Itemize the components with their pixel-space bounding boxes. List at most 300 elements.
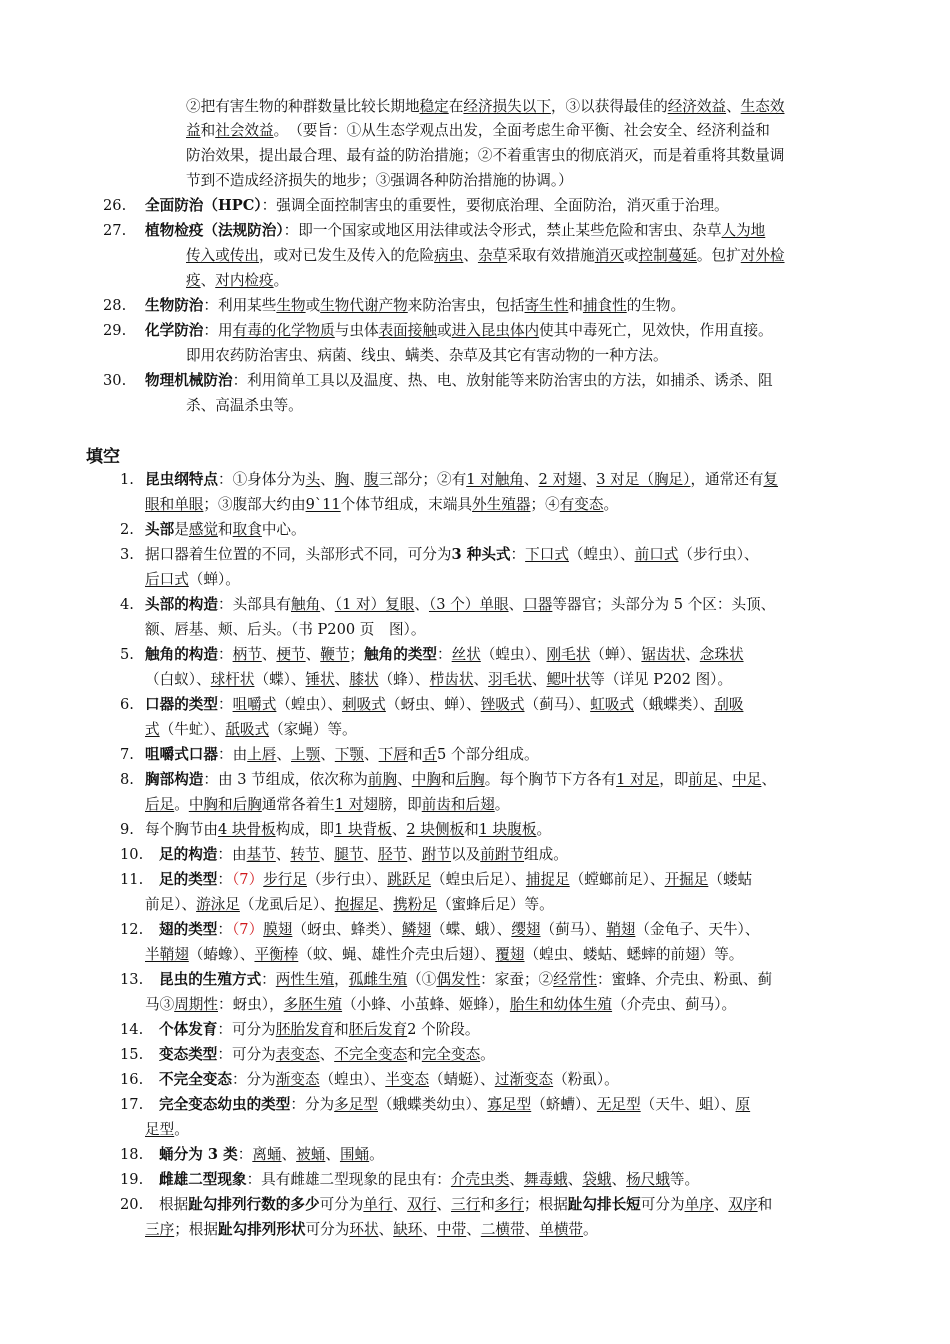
text-run: （蝶）、 [254, 671, 306, 688]
text-run: ：利用某些 [203, 297, 277, 314]
text-run: 和 [200, 122, 216, 139]
answer-blank: 完全变态 [421, 1046, 481, 1063]
text-run: 、 [320, 471, 335, 488]
text-run: ，或对已发生及传入的危险 [258, 247, 435, 264]
text-run: （蝗虫、蝼蛄、蟋蟀的前翅）等。 [524, 946, 744, 963]
text-line [145, 995, 736, 1015]
list-number: 18. [120, 1146, 144, 1163]
list-number: 16. [120, 1071, 144, 1088]
text-run: 前足）、 [145, 896, 197, 913]
text-run: ， [334, 971, 349, 988]
text-run: 、 [567, 1171, 583, 1188]
answer-blank: 半鞘翅 [145, 946, 189, 963]
answer-blank: 转节 [290, 846, 320, 863]
answer-blank: 1 块背板 [334, 821, 392, 838]
answer-blank: 上唇 [247, 746, 277, 763]
answer-blank: 二横带 [480, 1221, 525, 1238]
answer-blank: 膜翅 [263, 921, 293, 938]
text-run: 使其中毒死亡，见效快，作用直接。 [539, 322, 773, 339]
answer-blank: 单序 [684, 1196, 714, 1213]
text-run: 。包扩 [696, 247, 741, 264]
answer-blank: 杨尺蛾 [626, 1171, 670, 1188]
list-number: 12. [120, 921, 144, 938]
answer-blank: 膝状 [349, 671, 379, 688]
answer-blank: 后口式 [145, 571, 189, 588]
list-number: 1. [120, 471, 134, 488]
text-run: ；根据 [174, 1221, 218, 1238]
text-run: ：头部具有 [217, 596, 291, 613]
text-run: ： [510, 546, 526, 563]
term-label: 蛹分为 3 类 [159, 1146, 238, 1163]
answer-blank: 经常性 [553, 971, 597, 988]
text-run: ：分为 [290, 1096, 335, 1113]
text-line [145, 820, 551, 840]
answer-blank: 寄生性 [524, 297, 569, 314]
text-run: （蝗虫）、 [319, 1071, 386, 1088]
text-line [159, 1020, 479, 1040]
text-run: （蝉）。 [188, 571, 240, 588]
term-label: 趾勾排列行数的多少 [188, 1196, 320, 1213]
list-number: 10. [120, 846, 144, 863]
term-label: 完全变态幼虫的类型 [159, 1096, 291, 1113]
answer-blank: 袋蛾 [582, 1171, 612, 1188]
text-run: （蝗虫）、 [276, 696, 343, 713]
text-line [145, 1220, 598, 1240]
answer-blank: 眼和单眼 [145, 496, 204, 513]
term-label: 头部 [145, 521, 175, 538]
text-line [145, 470, 778, 490]
text-run: 、 [523, 471, 539, 488]
answer-blank: 步行足 [263, 871, 307, 888]
text-run: 和 [407, 1046, 422, 1063]
text-run: 、 [261, 646, 277, 663]
list-number: 11. [120, 871, 144, 888]
text-line [145, 745, 539, 765]
text-line [186, 346, 668, 366]
answer-blank: 环状 [349, 1221, 379, 1238]
text-run: ： [217, 871, 232, 888]
text-run: 在 [448, 98, 464, 115]
text-run: 、 [275, 846, 291, 863]
text-run: ： [261, 971, 276, 988]
text-run: 、 [466, 1221, 481, 1238]
answer-blank: 锉吸式 [480, 696, 525, 713]
answer-blank: 虹吸式 [590, 696, 634, 713]
answer-blank: 有变态 [559, 496, 604, 513]
term-label: 足的构造 [159, 846, 218, 863]
text-run: 额、唇基、颊、后头。（书 P200 页 图）。 [145, 621, 426, 638]
text-run: （小蜂、小茧蜂、姬蜂）， [342, 996, 510, 1013]
text-line [159, 1095, 750, 1115]
text-run: （步行虫）、 [678, 546, 759, 563]
text-run: （蜻蜓）、 [429, 1071, 495, 1088]
text-run: 个体节组成，末端具 [340, 496, 473, 513]
answer-blank: 多足型 [334, 1096, 378, 1113]
list-number: 27. [103, 222, 127, 239]
answer-blank: 柄节 [232, 646, 262, 663]
answer-blank: 缨翅 [511, 921, 541, 938]
text-run: 构成，即 [275, 821, 335, 838]
text-run: （蝽蟓）、 [188, 946, 255, 963]
answer-blank: 围蛹 [339, 1146, 370, 1163]
term-label: 触角的构造 [145, 646, 218, 663]
answer-blank: 后足 [145, 796, 175, 813]
answer-blank: 胎生和幼体生殖 [509, 996, 613, 1013]
text-run: 、 [200, 272, 216, 289]
answer-blank: 中胸 [411, 771, 441, 788]
term-label: 全面防治（HPC） [145, 197, 262, 214]
text-run: ： [217, 921, 232, 938]
answer-blank: 下唇 [378, 746, 408, 763]
answer-blank: 有毒的化学物质 [232, 322, 335, 339]
text-run: （蜂）、 [378, 671, 430, 688]
list-number: 5. [120, 646, 134, 663]
text-line [186, 97, 785, 117]
text-line [159, 1145, 384, 1165]
text-run: ：具有雌雄二型现象的昆虫有： [246, 1171, 451, 1188]
answer-blank: 双行 [407, 1196, 437, 1213]
answer-blank: 周期性 [174, 996, 218, 1013]
text-line [145, 770, 776, 790]
text-run: 、 [320, 746, 335, 763]
answer-blank: 人为地 [721, 222, 766, 239]
text-line [145, 296, 685, 316]
text-run: 或 [623, 247, 639, 264]
answer-blank: （1 对）复眼 [334, 596, 415, 613]
text-run: （介壳虫、蓟马）。 [612, 996, 737, 1013]
text-run: 、 [391, 821, 407, 838]
text-line [145, 196, 729, 216]
answer-blank: 稳定 [419, 98, 449, 115]
list-number: 14. [120, 1021, 144, 1038]
answer-blank: 鞭节 [320, 646, 350, 663]
text-line [145, 221, 765, 241]
answer-blank: 口器 [523, 596, 553, 613]
text-run: 2 个阶段。 [407, 1021, 480, 1038]
text-run: （蓟马）、 [540, 921, 607, 938]
answer-blank: 刮吸 [714, 696, 744, 713]
text-run: 和 [464, 821, 479, 838]
list-number: 3. [120, 546, 134, 563]
term-label: 昆虫的生殖方式 [159, 971, 262, 988]
text-run: 、 [713, 1196, 729, 1213]
text-run: 5 个部分组成。 [437, 746, 539, 763]
answer-blank: 抱握足 [334, 896, 379, 913]
text-line [159, 970, 772, 990]
text-run: （白蚁）、 [145, 671, 211, 688]
list-number: 26. [103, 197, 127, 214]
text-run: （龙虱后足）、 [239, 896, 335, 913]
answer-blank: 无足型 [596, 1096, 641, 1113]
text-run: ：用 [203, 322, 233, 339]
text-run: ： [217, 646, 233, 663]
text-line [186, 121, 770, 141]
text-run: ，③以获得最佳的 [550, 98, 668, 115]
text-run: 、 [305, 646, 321, 663]
text-run: 马③ [145, 996, 175, 1013]
text-run: 以及 [451, 846, 481, 863]
answer-blank: 三序 [145, 1221, 175, 1238]
list-number: 6. [120, 696, 134, 713]
text-line [159, 1070, 619, 1090]
text-run: （金龟子、天牛）、 [635, 921, 760, 938]
text-run: 、 [363, 846, 379, 863]
text-line [159, 1170, 699, 1190]
answer-blank: 前口式 [634, 546, 679, 563]
text-line [145, 945, 743, 965]
text-run: 。 [480, 1046, 495, 1063]
text-run: （蝗虫）、 [568, 546, 635, 563]
answer-blank: 过渐变态 [494, 1071, 554, 1088]
answer-blank: 前跗节 [480, 846, 525, 863]
text-run: 和 [334, 1021, 349, 1038]
term-label: 翅的类型 [159, 921, 218, 938]
answer-blank: 中足 [732, 771, 762, 788]
answer-blank: 中带 [437, 1221, 467, 1238]
answer-blank: 锯齿状 [641, 646, 686, 663]
text-run: （蜜蜂后足）等。 [436, 896, 554, 913]
text-run: 、 [325, 1146, 340, 1163]
text-run: 、 [334, 671, 350, 688]
text-run: 或 [305, 297, 321, 314]
text-run: （蚊、蝇、雄性介壳虫后翅）、 [298, 946, 496, 963]
list-number: 9. [120, 821, 134, 838]
answer-blank: 对外检 [740, 247, 785, 264]
answer-blank: 疫 [186, 272, 201, 289]
text-run: 、 [407, 846, 422, 863]
term-label: 3 种头式 [451, 546, 511, 563]
text-line [145, 795, 509, 815]
text-line [159, 920, 759, 940]
text-run: 、 [319, 1046, 335, 1063]
answer-blank: 生态效 [740, 98, 785, 115]
text-run: 、 [422, 1221, 437, 1238]
text-run: 和 [440, 771, 456, 788]
text-run: （蝗虫后足）、 [431, 871, 526, 888]
answer-blank: 表变态 [275, 1046, 320, 1063]
term-label: 个体发育 [159, 1021, 218, 1038]
text-run: 。 [369, 1146, 384, 1163]
answer-blank: 胚胎发育 [275, 1021, 335, 1038]
answer-blank: 式 [145, 721, 160, 738]
term-label: 触角的类型 [364, 646, 438, 663]
answer-blank: 捕食性 [582, 297, 627, 314]
answer-blank: 生物代谢产物 [320, 297, 408, 314]
answer-blank: 舞毒蛾 [523, 1171, 568, 1188]
answer-blank: 咀嚼式 [232, 696, 277, 713]
text-run: ； [349, 646, 365, 663]
text-run: （螳螂前足）、 [569, 871, 665, 888]
text-run: 每个胸节由 [145, 821, 218, 838]
text-run: ： [217, 696, 233, 713]
term-label: 昆虫纲特点 [145, 471, 218, 488]
answer-blank: 上颚 [291, 746, 321, 763]
text-run: （7） [232, 871, 264, 888]
text-run: 、 [276, 746, 291, 763]
answer-blank: 腹 [364, 471, 379, 488]
answer-blank: 9`11 [305, 496, 341, 513]
answer-blank: 益 [186, 122, 201, 139]
list-number: 20. [120, 1196, 144, 1213]
text-run: 和 [757, 1196, 773, 1213]
list-number: 28. [103, 297, 127, 314]
text-run: ，通常还有 [690, 471, 764, 488]
text-run: 是 [174, 521, 189, 538]
answer-blank: 3 对足（胸足） [596, 471, 691, 488]
text-run: 等器官；头部分为 5 个区：头顶、 [552, 596, 776, 613]
text-run: ：蚜虫）， [218, 996, 284, 1013]
text-line [186, 271, 288, 291]
answer-blank: 后胸 [455, 771, 485, 788]
answer-blank: 捕捉足 [525, 871, 570, 888]
text-line [145, 371, 773, 391]
answer-blank: 跳跃足 [387, 871, 432, 888]
text-run: 可分为 [640, 1196, 685, 1213]
answer-blank: 胸 [334, 471, 350, 488]
text-run: 中心。 [261, 521, 306, 538]
answer-blank: 1 对触角 [466, 471, 524, 488]
term-label: 不完全变态 [159, 1071, 232, 1088]
answer-blank: 触角 [290, 596, 321, 613]
answer-blank: 病虫 [434, 247, 464, 264]
text-run: 组成。 [524, 846, 568, 863]
term-label: 生物防治 [145, 297, 204, 314]
answer-blank: 多行 [494, 1196, 524, 1213]
text-run: ：蜜蜂、介壳虫、粉虱、蓟 [596, 971, 773, 988]
answer-blank: 生物 [276, 297, 306, 314]
text-line [159, 1195, 772, 1215]
answer-blank: 进入昆虫体内 [451, 322, 540, 339]
text-run: 、 [611, 1171, 627, 1188]
list-number: 30. [103, 372, 127, 389]
term-label: 咀嚼式口器 [145, 746, 218, 763]
text-run: （蚜虫、蜂类）、 [292, 921, 402, 938]
text-run: ；③腹部大约由 [203, 496, 306, 513]
answer-blank: 传入或传出 [186, 247, 259, 264]
text-run: 或 [436, 322, 452, 339]
answer-blank: 舌 [422, 746, 438, 763]
answer-blank: 念珠状 [699, 646, 744, 663]
answer-blank: 游泳足 [196, 896, 240, 913]
text-run: 长期 [375, 98, 405, 115]
text-run: 来防治害虫，包括 [407, 297, 525, 314]
answer-blank: 下颚 [334, 746, 365, 763]
text-run: 与虫体 [334, 322, 379, 339]
list-number: 8. [120, 771, 134, 788]
term-label: 趾勾排长短 [567, 1196, 641, 1213]
answer-blank: 栉齿状 [429, 671, 474, 688]
text-line [159, 870, 752, 890]
term-label: 足的类型 [159, 871, 218, 888]
text-run: ：可分为 [217, 1046, 276, 1063]
term-label: 胸部构造 [145, 771, 204, 788]
text-run: 、 [319, 846, 335, 863]
text-run: 、 [685, 646, 700, 663]
section-heading: 填空 [86, 447, 120, 467]
answer-blank: 介壳虫类 [450, 1171, 510, 1188]
text-run: 、 [463, 247, 478, 264]
text-run: 、 [320, 596, 335, 613]
text-run: ：强调全面控制害虫的重要性，要彻底治理、全面防治，消灭重于治理。 [261, 197, 729, 214]
answer-blank: 携粉足 [393, 896, 437, 913]
text-run: ：分为 [231, 1071, 276, 1088]
answer-blank: 基节 [246, 846, 276, 863]
answer-blank: 丝状 [451, 646, 481, 663]
answer-blank: 单行 [363, 1196, 393, 1213]
text-run: 、 [726, 98, 741, 115]
list-number: 2. [120, 521, 134, 538]
text-run: 等（详见 P202 图）。 [590, 671, 733, 688]
answer-blank: 半变态 [385, 1071, 430, 1088]
answer-blank: 球杆状 [210, 671, 255, 688]
text-run: 。 （要旨：①从生态学观点出发，全面考虑生命平衡、社会安全、经济利益和 [273, 122, 770, 139]
text-line [145, 695, 743, 715]
text-line [159, 1045, 495, 1065]
answer-blank: 原 [735, 1096, 751, 1113]
answer-blank: 前足 [688, 771, 718, 788]
text-run: （蝼蛄 [708, 871, 753, 888]
answer-blank: 胚后发育 [348, 1021, 408, 1038]
list-number: 4. [120, 596, 134, 613]
answer-blank: 多胚生殖 [283, 996, 343, 1013]
text-run: 通常各着生 [261, 796, 335, 813]
answer-blank: 鳞翅 [401, 921, 432, 938]
answer-blank: 下口式 [525, 546, 569, 563]
answer-blank: 被蛹 [296, 1146, 326, 1163]
list-number: 15. [120, 1046, 144, 1063]
text-run: 可分为 [319, 1196, 364, 1213]
text-line [186, 146, 784, 166]
text-run: ②把有害生物的种群数量比较 [186, 98, 376, 115]
term-label: 趾勾排列形状 [218, 1221, 306, 1238]
text-run: 防治效果，提出最合理、最有益的防治措施；②不着重害虫的彻底消灭，而是着重将其数量调 [186, 147, 785, 164]
answer-blank: 覆翅 [495, 946, 525, 963]
answer-blank: 社会效益 [215, 122, 274, 139]
answer-blank: 偶发性 [436, 971, 481, 988]
text-run: ；④ [530, 496, 560, 513]
text-run: 三部分；②有 [378, 471, 467, 488]
answer-blank: 复 [763, 471, 779, 488]
text-run: 、 [581, 471, 597, 488]
text-run: 采取有效措施 [507, 247, 595, 264]
list-number: 7. [120, 746, 134, 763]
text-line [145, 1120, 189, 1140]
answer-blank: 跗节 [421, 846, 452, 863]
text-line [145, 495, 618, 515]
text-line [145, 545, 759, 565]
text-line [145, 321, 773, 341]
term-label: 雌雄二型现象 [159, 1171, 247, 1188]
answer-blank: 感觉 [188, 521, 219, 538]
term-label: 植物检疫（法规防治） [145, 222, 284, 239]
text-run: ：由 3 节组成，依次称为 [203, 771, 368, 788]
term-label: 口器的类型 [145, 696, 218, 713]
text-run: ；根据 [524, 1196, 568, 1213]
text-run: ，即 [659, 771, 689, 788]
text-line [145, 620, 425, 640]
text-run: 节到不造成经济损失的地步；③强调各种防治措施的协调。） [186, 172, 573, 189]
text-run: 、 [436, 1196, 451, 1213]
answer-blank: 前胸 [367, 771, 398, 788]
text-run: 。 [174, 796, 189, 813]
answer-blank: 刺吸式 [342, 696, 386, 713]
answer-blank: 头 [305, 471, 321, 488]
answer-blank: 2 对翅 [538, 471, 582, 488]
answer-blank: 经济效益 [667, 98, 727, 115]
answer-blank: 鞘翅 [606, 921, 636, 938]
text-run: 和 [218, 521, 233, 538]
text-run: 。 [536, 821, 552, 838]
